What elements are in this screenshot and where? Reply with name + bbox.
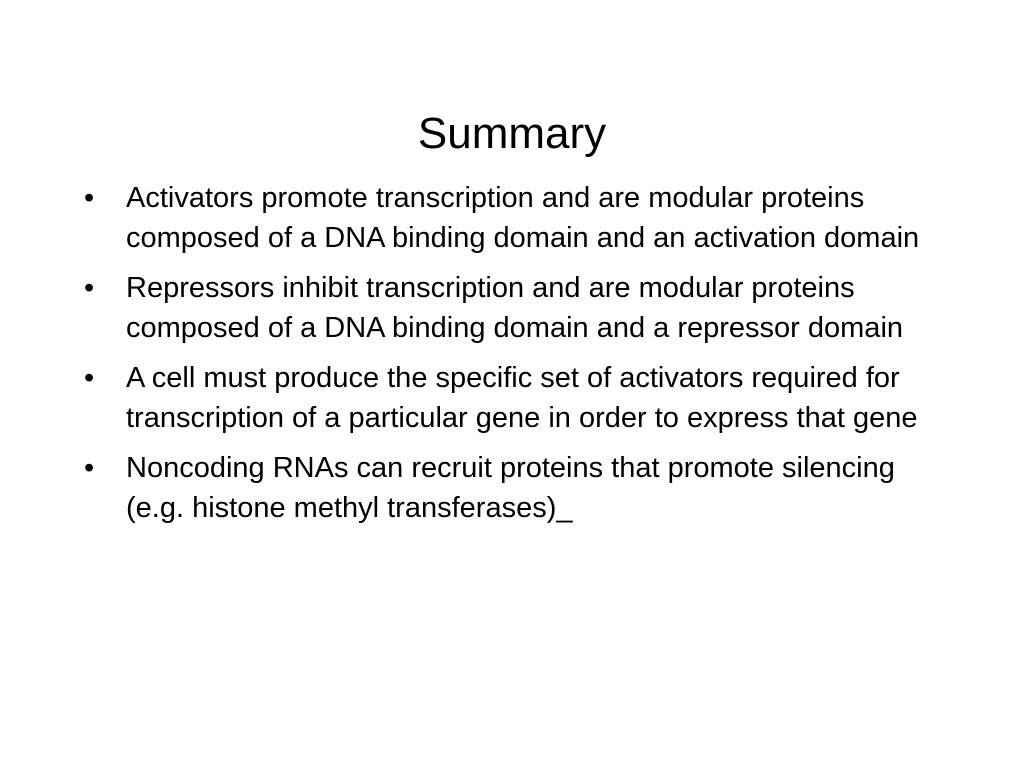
bullet-list bbox=[84, 178, 944, 538]
bullet-icon: • bbox=[84, 272, 95, 304]
bullet-icon: • bbox=[84, 182, 95, 214]
bullet-text: Noncoding RNAs can recruit proteins that promote silencing (e.g. histone methyl transferases)_ bbox=[126, 452, 895, 524]
bullet-text: Activators promote transcription and are modular proteins composed of a DNA binding domain and an activation domain bbox=[126, 182, 920, 254]
bullet-text: Repressors inhibit transcription and are modular proteins composed of a DNA binding domain and a repressor domain bbox=[126, 272, 904, 344]
bullet-item-cell-activators bbox=[84, 358, 944, 438]
bullet-item-activators bbox=[84, 178, 944, 258]
bullet-icon: • bbox=[84, 362, 95, 394]
bullet-item-noncoding-rnas bbox=[84, 448, 944, 528]
bullet-icon: • bbox=[84, 452, 95, 484]
bullet-item-repressors bbox=[84, 268, 944, 348]
slide-title: Summary bbox=[417, 109, 607, 158]
bullet-text: A cell must produce the specific set of activators required for transcription of a particular gene in order to express that gene bbox=[126, 362, 918, 434]
